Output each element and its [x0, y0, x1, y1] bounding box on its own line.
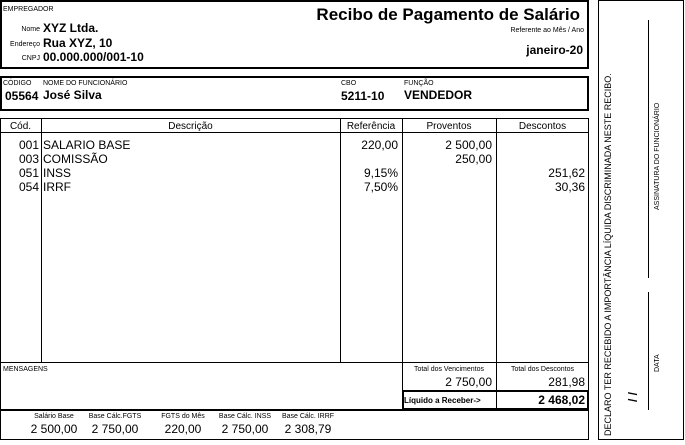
row-description: IRRF: [43, 180, 71, 194]
row-reference: 7,50%: [363, 180, 398, 194]
period-value: janeiro-20: [526, 43, 583, 57]
base-value: 220,00: [164, 422, 202, 436]
employee-code: 05564: [5, 89, 39, 103]
row-code: 054: [18, 180, 39, 194]
employer-address: Rua XYZ, 10: [43, 36, 113, 50]
base-value: 2 750,00: [221, 422, 269, 436]
net-pay-value: 2 468,02: [538, 393, 585, 407]
row-code: 001: [18, 138, 39, 152]
messages-label: MENSAGENS: [3, 366, 48, 373]
net-pay-label: Líquido a Receber->: [404, 396, 481, 405]
col-divider-description: [340, 118, 341, 362]
row-description: SALARIO BASE: [43, 138, 131, 152]
row-description: INSS: [43, 166, 72, 180]
employee-name-label: NOME DO FUNCIONÁRIO: [43, 80, 128, 87]
date-slashes: / /: [626, 391, 640, 402]
base-label: Base Cálc. INSS: [218, 413, 272, 420]
date-label: DATA: [654, 354, 661, 372]
employee-name: José Silva: [43, 88, 102, 102]
row-description: COMISSÃO: [43, 152, 108, 166]
role-value: VENDEDOR: [404, 88, 473, 102]
col-header-code: Cód.: [9, 121, 32, 132]
col-header-description: Descrição: [168, 121, 213, 132]
date-line: [648, 292, 649, 410]
period-label: Referente ao Mês / Ano: [510, 27, 584, 34]
cbo-value: 5211-10: [341, 89, 385, 103]
messages-divider: [0, 362, 589, 363]
row-reference: 220,00: [361, 138, 398, 152]
base-value: 2 750,00: [91, 422, 139, 436]
col-header-earnings: Proventos: [426, 121, 472, 132]
role-label: FUNÇÃO: [404, 80, 434, 87]
employer-section-label: EMPREGADOR: [3, 6, 54, 13]
row-reference: 9,15%: [363, 166, 398, 180]
total-deductions-label: Total dos Descontos: [510, 366, 575, 373]
row-code: 051: [18, 166, 39, 180]
base-label: Base Cálc.FGTS: [88, 413, 142, 420]
row-earnings: 2 500,00: [445, 138, 492, 152]
employer-name-label: Nome: [21, 26, 40, 33]
employer-address-label: Endereço: [10, 41, 40, 48]
signature-label: ASSINATURA DO FUNCIONÁRIO: [654, 102, 661, 210]
base-label: FGTS do Mês: [161, 413, 205, 420]
col-divider-code: [41, 118, 42, 362]
employee-code-label: CÓDIGO: [3, 80, 32, 87]
employer-cnpj-label: CNPJ: [21, 55, 40, 62]
table-header-divider: [0, 132, 589, 133]
base-label: Base Cálc. IRRF: [281, 413, 335, 420]
total-earnings-label: Total dos Vencimentos: [413, 366, 485, 373]
row-code: 003: [18, 152, 39, 166]
declaration-text: DECLARO TER RECEBIDO A IMPORTÂNCIA LÍQUIDA DISCRIMINADA NESTE RECIBO.: [603, 73, 613, 436]
total-deductions-value: 281,98: [548, 375, 585, 389]
signature-line: [648, 20, 649, 278]
base-label: Salário Base: [34, 413, 74, 420]
employer-cnpj: 00.000.000/001-10: [43, 50, 144, 64]
row-deductions: 251,62: [548, 166, 585, 180]
total-earnings-value: 2 750,00: [445, 375, 492, 389]
base-value: 2 308,79: [284, 422, 332, 436]
col-header-reference: Referência: [346, 121, 396, 132]
row-earnings: 250,00: [455, 152, 492, 166]
employer-name: XYZ Ltda.: [43, 21, 99, 35]
base-value: 2 500,00: [30, 422, 78, 436]
receipt-title: Recibo de Pagamento de Salário: [316, 5, 580, 24]
row-deductions: 30,36: [554, 180, 585, 194]
col-header-deductions: Descontos: [518, 121, 567, 132]
cbo-label: CBO: [341, 80, 357, 87]
